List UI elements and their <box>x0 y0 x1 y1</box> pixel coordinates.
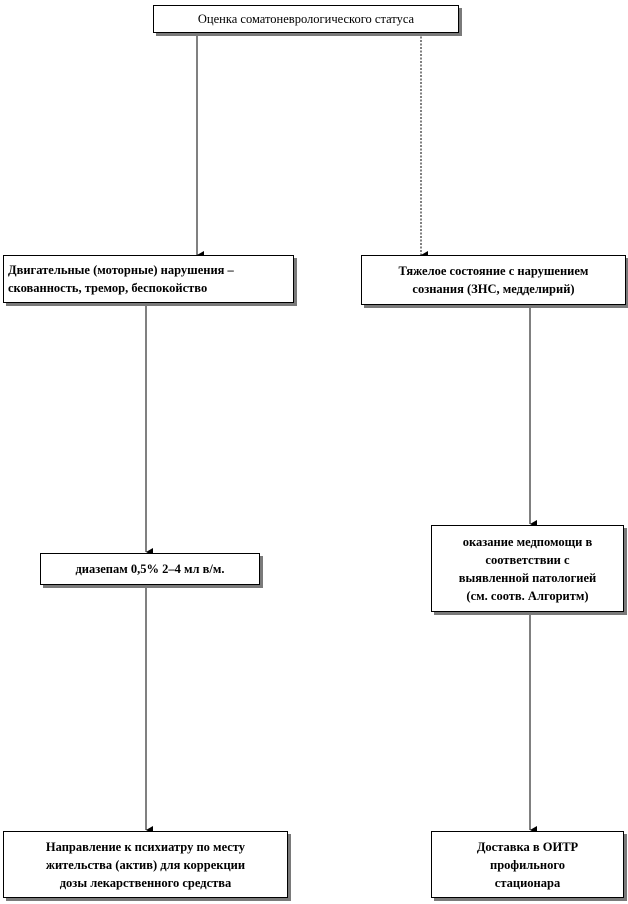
node-label-line: жительства (актив) для коррекции <box>45 857 246 872</box>
node-medical-care <box>431 525 624 612</box>
node-label-line: выявленной патологией <box>458 570 597 585</box>
node-label: Оценка соматоневрологического статуса <box>197 12 415 26</box>
node-label-line: профильного <box>490 857 565 872</box>
node-motor-disorders <box>3 255 294 303</box>
node-severe-condition <box>361 255 626 305</box>
node-label-line: сознания (ЗНС, медделирий) <box>412 282 575 296</box>
node-label-line: оказание медпомощи в <box>462 534 593 549</box>
node-icu-delivery <box>431 831 624 898</box>
node-label-line: (см. соотв. Алгоритм) <box>466 588 589 603</box>
node-label-line: стационара <box>494 875 561 890</box>
node-label-line: Двигательные (моторные) нарушения – <box>8 263 234 277</box>
node-somatoneurological-status <box>153 5 459 33</box>
node-label-line: дозы лекарственного средства <box>59 875 232 890</box>
node-label-line: скованность, тремор, беспокойство <box>8 281 208 295</box>
node-label-line: Тяжелое состояние с нарушением <box>398 264 589 278</box>
node-label-line: Доставка в ОИТР <box>476 839 579 854</box>
node-label-line: Направление к психиатру по месту <box>45 839 246 854</box>
node-label: диазепам 0,5% 2–4 мл в/м. <box>75 562 225 576</box>
node-label-line: соответствии с <box>485 552 570 567</box>
node-diazepam <box>40 553 260 585</box>
node-psychiatrist-referral <box>3 831 288 898</box>
